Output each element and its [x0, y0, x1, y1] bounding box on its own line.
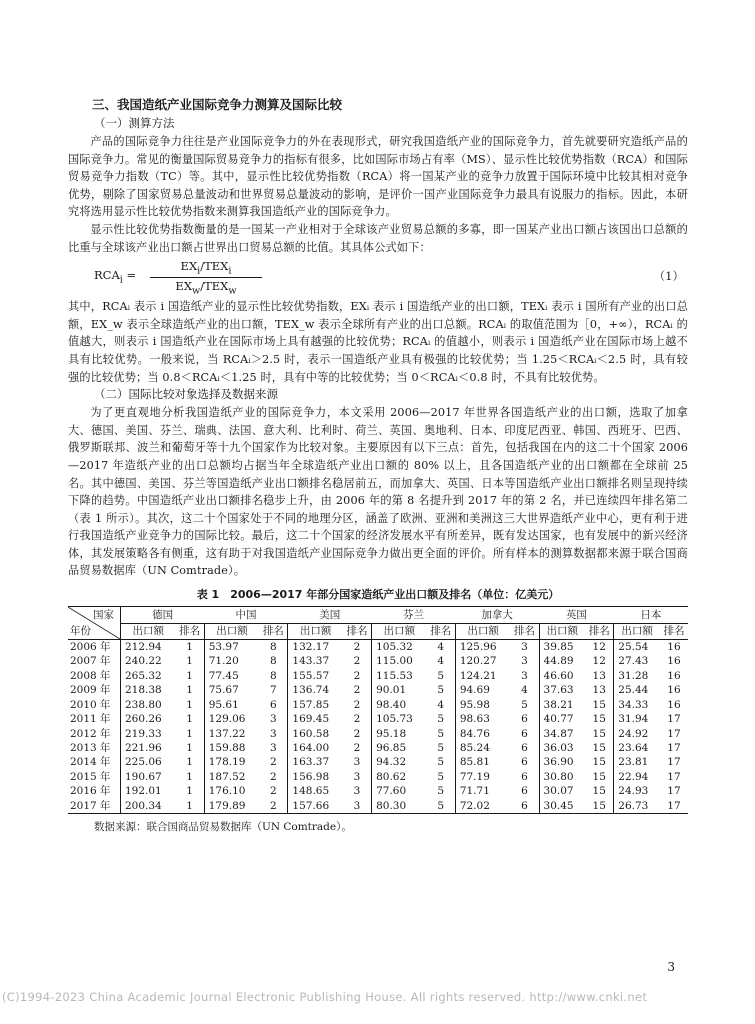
rank-cell: 15: [585, 799, 614, 814]
export-value-cell: 95.61: [208, 698, 239, 711]
export-value-cell: 23.81: [618, 756, 649, 769]
rank-cell: 1: [176, 698, 205, 712]
rank-cell: 16: [667, 655, 681, 668]
rank-cell: 8: [259, 669, 288, 683]
formula-fraction: [150, 259, 262, 297]
export-value-cell: 24.92: [618, 727, 649, 740]
rank-cell: 4: [510, 683, 539, 697]
rank-cell: 12: [585, 640, 614, 655]
export-value-cell: 31.28: [618, 669, 649, 682]
export-value-cell: 90.01: [376, 684, 407, 697]
rank-cell: 5: [427, 784, 456, 798]
rank-cell: 15: [585, 770, 614, 784]
export-table: [68, 606, 688, 814]
table-row: [68, 770, 688, 784]
table-caption: 表 1 2006—2017 年部分国家造纸产业出口额及排名（单位：亿美元）: [196, 588, 560, 602]
export-value-cell: 26.73: [614, 799, 660, 814]
equation-number: （1）: [653, 269, 684, 284]
country-header: 美国: [288, 607, 372, 624]
export-value-cell: 212.94: [125, 641, 162, 654]
rank-cell: 17: [667, 785, 681, 798]
rank-cell: 17: [667, 756, 681, 769]
rank-cell: 2: [343, 654, 372, 668]
export-value-cell: 30.07: [543, 785, 574, 798]
rank-cell: 7: [259, 683, 288, 697]
section-title: 三、我国造纸产业国际竞争力测算及国际比较: [92, 97, 343, 112]
paragraph-formula-explanation: 其中，RCAᵢ 表示 i 国造纸产业的显示性比较优势指数，EXᵢ 表示 i 国造纸产业的出口额，TEXᵢ 表示 i 国所有产业的出口总额，EX_w 表示全球造纸产业的出口额，TEX_w 表示全球所有产业的出口总额。RCAᵢ 的取值范围为［0，+∞），RCAᵢ 的值越大，则表示 i 国造纸产业在国际市场上具有越强的比较优势；RCAᵢ 的值越小，则表示 i 国造纸产业在国际市场上越不具有比较优势。一般来说，当 RCAᵢ＞2.5 时，表示一国造纸产业具有极强的比较优势；当 1.25＜RCAᵢ＜2.5 时，具有较强的比较优势；当 0.8＜RCAᵢ＜1.25 时，具有中等的比较优势；当 0＜RCAᵢ＜0.8 时，不具有比较优势。: [68, 300, 688, 384]
rank-cell: 1: [176, 799, 205, 814]
rank-cell: 17: [667, 713, 681, 726]
export-value-cell: 27.43: [618, 655, 649, 668]
export-value-cell: 71.20: [208, 655, 239, 668]
value-column-header: 出口额: [614, 623, 660, 640]
rank-cell: 5: [427, 712, 456, 726]
rank-cell: 5: [427, 799, 456, 814]
export-value-cell: 115.53: [376, 669, 413, 682]
export-value-cell: 178.19: [208, 756, 246, 769]
rank-cell: 3: [343, 770, 372, 784]
export-value-cell: 84.76: [459, 727, 490, 740]
export-value-cell: 96.85: [376, 741, 407, 754]
formula-denominator: $EX_w/TEX_w$: [175, 279, 237, 297]
table-row: [68, 755, 688, 769]
country-header: 英国: [539, 607, 614, 624]
year-cell: 2011 年: [68, 712, 121, 726]
table-row: [68, 727, 688, 741]
export-value-cell: 34.33: [618, 698, 649, 711]
export-value-cell: 25.44: [618, 684, 649, 697]
rank-cell: 3: [343, 799, 372, 814]
export-value-cell: 164.00: [292, 741, 330, 754]
year-cell: 2009 年: [68, 683, 121, 697]
export-value-cell: 218.38: [125, 684, 162, 697]
rank-cell: 2: [343, 683, 372, 697]
year-cell: 2014 年: [68, 755, 121, 769]
formula-lhs: $RCA_i$ =: [94, 268, 137, 286]
export-value-cell: 176.10: [208, 785, 246, 798]
export-value-cell: 221.96: [125, 741, 162, 754]
rank-cell: 1: [176, 784, 205, 798]
paragraph-data-source: 为了更直观地分析我国造纸产业的国际竞争力，本文采用 2006—2017 年世界各国造纸产业的出口额，选取了加拿大、德国、美国、芬兰、瑞典、法国、意大利、比利时、荷兰、英国、奥地利、日本、印度尼西亚、韩国、西班牙、巴西、俄罗斯联邦、波兰和葡萄牙等十九个国家作为比较对象。主要原因有以下三点：首先，包括我国在内的这二十个国家 2006—2017 年造纸产业的出口总额均占据当年全球造纸产业出口额的 80% 以上，且各国造纸产业的出口额都在全球前 25 名。其中德国、美国、芬兰等国造纸产业出口额排名稳居前五，而加拿大、英国、日本等国造纸产业出口额排名则呈现持续下降的趋势。中国造纸产业出口额排名稳步上升，由 2006 年的第 8 名提升到 2017 年的第 2 名，并已连续四年排名第二（表 1 所示）。其次，这二十个国家处于不同的地理分区，涵盖了欧洲、亚洲和美洲这三大世界造纸产业中心，更有利于进行我国造纸产业竞争力的国际比较。最后，这二十个国家的经济发展水平有所差异，既有发达国家，也有发展中的新兴经济体，其发展策略各有侧重，这有助于对我国造纸产业国际竞争力做出更全面的评价。所有样本的测算数据都来源于联合国商品贸易数据库（UN Comtrade）。: [68, 406, 688, 578]
export-value-cell: 72.02: [455, 799, 510, 814]
export-value-cell: 95.98: [459, 698, 490, 711]
export-value-cell: 71.71: [459, 785, 490, 798]
subsection-title-method: （一）测算方法: [94, 116, 175, 130]
export-value-cell: 148.65: [292, 785, 330, 798]
export-value-cell: 187.52: [208, 770, 246, 783]
export-value-cell: 37.63: [543, 684, 574, 697]
rank-cell: 16: [667, 669, 681, 682]
export-value-cell: 94.32: [376, 756, 407, 769]
export-value-cell: 77.60: [376, 785, 407, 798]
export-value-cell: 192.01: [125, 785, 162, 798]
export-value-cell: 129.06: [208, 713, 246, 726]
export-value-cell: 265.32: [125, 669, 162, 682]
rank-cell: 2: [343, 741, 372, 755]
rank-cell: 16: [667, 684, 681, 697]
paragraph-rca-definition: 显示性比较优势指数衡量的是一国某一产业相对于全球该产业贸易总额的多寡，即一国某产业出口额占该国出口总额的比重与全球该产业出口额占世界出口贸易总额的比值。其具体公式如下：: [68, 222, 688, 254]
rank-column-header: 排名: [259, 623, 288, 640]
export-value-cell: 125.96: [459, 641, 497, 654]
table-row: [68, 799, 688, 814]
rank-cell: 4: [427, 654, 456, 668]
subsection-title-data: （二）国际比较对象选择及数据来源: [94, 387, 278, 402]
rank-cell: 6: [510, 727, 539, 741]
rank-cell: 2: [259, 770, 288, 784]
export-value-cell: 31.94: [618, 713, 649, 726]
export-value-cell: 36.90: [543, 756, 574, 769]
rank-cell: 3: [343, 755, 372, 769]
export-value-cell: 44.89: [543, 655, 574, 668]
rank-cell: 5: [427, 755, 456, 769]
rank-cell: 15: [585, 698, 614, 712]
rank-cell: 5: [427, 770, 456, 784]
export-value-cell: 53.97: [208, 641, 239, 654]
rank-cell: 16: [667, 698, 681, 711]
rank-cell: 3: [510, 654, 539, 668]
rank-cell: 15: [585, 755, 614, 769]
rank-cell: 5: [427, 683, 456, 697]
year-cell: 2007 年: [68, 654, 121, 668]
rank-cell: 15: [585, 784, 614, 798]
export-value-cell: 156.98: [292, 770, 330, 783]
export-value-cell: 160.58: [292, 727, 330, 740]
export-value-cell: 136.74: [292, 684, 330, 697]
rank-cell: 2: [259, 755, 288, 769]
export-value-cell: 115.00: [376, 655, 413, 668]
rank-cell: 17: [660, 799, 688, 814]
rca-formula: [68, 258, 688, 296]
corner-year-label: 年份: [70, 624, 91, 637]
export-value-cell: 169.45: [292, 713, 330, 726]
value-column-header: 出口额: [372, 623, 427, 640]
rank-cell: 1: [176, 683, 205, 697]
rank-cell: 6: [259, 698, 288, 712]
export-value-cell: 238.80: [125, 698, 162, 711]
table-corner-cell: [68, 607, 121, 640]
export-value-cell: 219.33: [125, 727, 162, 740]
table-row: [68, 741, 688, 755]
value-column-header: 出口额: [539, 623, 585, 640]
table-row: [68, 640, 688, 655]
rank-cell: 3: [510, 669, 539, 683]
year-cell: 2017 年: [68, 799, 121, 814]
export-value-cell: 179.89: [204, 799, 259, 814]
rank-cell: 5: [427, 741, 456, 755]
rank-cell: 8: [259, 654, 288, 668]
rank-cell: 1: [176, 727, 205, 741]
rank-cell: 5: [427, 727, 456, 741]
export-value-cell: 137.22: [208, 727, 246, 740]
export-value-cell: 143.37: [292, 655, 330, 668]
export-value-cell: 159.88: [208, 741, 246, 754]
rank-cell: 1: [176, 770, 205, 784]
rank-cell: 6: [510, 712, 539, 726]
rank-cell: 1: [176, 640, 205, 655]
year-cell: 2012 年: [68, 727, 121, 741]
export-value-cell: 98.63: [459, 713, 490, 726]
country-header: 中国: [204, 607, 288, 624]
year-cell: 2008 年: [68, 669, 121, 683]
export-value-cell: 75.67: [208, 684, 239, 697]
export-value-cell: 34.87: [543, 727, 574, 740]
export-value-cell: 163.37: [292, 756, 330, 769]
rank-cell: 17: [667, 741, 681, 754]
export-value-cell: 120.27: [459, 655, 497, 668]
rank-cell: 3: [510, 640, 539, 655]
paragraph-intro: 产品的国际竞争力往往是产业国际竞争力的外在表现形式，研究我国造纸产业的国际竞争力，首先就要研究造纸产品的国际竞争力。常见的衡量国际贸易竞争力的指标有很多，比如国际市场占有率（MS）、显示性比较优势指数（RCA）和国际贸易竞争力指数（TC）等。其中，显示性比较优势指数（RCA）将一国某产业的竞争力放置于国际环境中比较其相对竞争优势，剔除了国家贸易总量波动和世界贸易总量波动的影响，是评价一国产业国际竞争力最具有说服力的指标。因此，本研究将选用显示性比较优势指数来测算我国造纸产业的国际竞争力。: [68, 135, 688, 219]
country-header: 德国: [121, 607, 205, 624]
formula-numerator: $EX_i/TEX_i$: [150, 259, 262, 278]
rank-cell: 2: [343, 640, 372, 655]
rank-cell: 1: [176, 654, 205, 668]
year-cell: 2015 年: [68, 770, 121, 784]
rank-cell: 12: [585, 654, 614, 668]
value-column-header: 出口额: [121, 623, 176, 640]
export-value-cell: 36.03: [543, 741, 574, 754]
table-header-countries: [68, 607, 688, 624]
export-value-cell: 98.40: [376, 698, 407, 711]
table-header-subcolumns: [68, 623, 688, 640]
table-row: [68, 784, 688, 798]
export-value-cell: 23.64: [618, 741, 649, 754]
rank-cell: 1: [176, 741, 205, 755]
rank-column-header: 排名: [427, 623, 456, 640]
rank-cell: 17: [667, 727, 681, 740]
export-value-cell: 132.17: [292, 641, 330, 654]
export-value-cell: 22.94: [618, 770, 649, 783]
rank-cell: 16: [667, 641, 681, 654]
rank-column-header: 排名: [660, 623, 688, 640]
export-value-cell: 80.62: [376, 770, 407, 783]
year-cell: 2013 年: [68, 741, 121, 755]
export-value-cell: 77.19: [459, 770, 490, 783]
export-value-cell: 240.22: [125, 655, 162, 668]
export-value-cell: 38.21: [543, 698, 574, 711]
copyright-footer: (C)1994-2023 China Academic Journal Electronic Publishing House. All rights reserved. http://www.cnki.net: [2, 990, 648, 1004]
export-value-cell: 225.06: [125, 756, 162, 769]
rank-cell: 6: [510, 784, 539, 798]
export-value-cell: 105.73: [376, 713, 413, 726]
export-value-cell: 85.24: [459, 741, 490, 754]
rank-cell: 2: [259, 784, 288, 798]
rank-cell: 2: [343, 669, 372, 683]
table-row: [68, 683, 688, 697]
paper-page: [68, 96, 688, 834]
rank-cell: 4: [427, 640, 456, 655]
export-value-cell: 260.26: [125, 713, 162, 726]
rank-cell: 6: [510, 755, 539, 769]
rank-cell: 2: [259, 799, 288, 814]
rank-cell: 3: [259, 741, 288, 755]
export-value-cell: 39.85: [543, 641, 574, 654]
export-value-cell: 95.18: [376, 727, 407, 740]
rank-cell: 13: [585, 683, 614, 697]
rank-cell: 5: [510, 698, 539, 712]
rank-cell: 4: [427, 698, 456, 712]
rank-cell: 8: [259, 640, 288, 655]
export-value-cell: 25.54: [618, 641, 649, 654]
export-value-cell: 30.80: [543, 770, 574, 783]
country-header: 芬兰: [372, 607, 456, 624]
rank-cell: 3: [343, 784, 372, 798]
year-cell: 2016 年: [68, 784, 121, 798]
rank-cell: 6: [510, 741, 539, 755]
rank-cell: 6: [510, 770, 539, 784]
rank-cell: 1: [176, 712, 205, 726]
export-value-cell: 155.57: [292, 669, 330, 682]
value-column-header: 出口额: [204, 623, 259, 640]
table-body: [68, 640, 688, 814]
rank-cell: 3: [259, 712, 288, 726]
year-cell: 2010 年: [68, 698, 121, 712]
rank-cell: 5: [427, 669, 456, 683]
country-header: 加拿大: [455, 607, 539, 624]
corner-country-label: 国家: [93, 609, 114, 622]
export-value-cell: 85.81: [459, 756, 490, 769]
rank-column-header: 排名: [510, 623, 539, 640]
table-source-note: 数据来源：联合国商品贸易数据库（UN Comtrade）。: [94, 820, 352, 833]
export-value-cell: 80.30: [372, 799, 427, 814]
rank-cell: 2: [343, 727, 372, 741]
export-value-cell: 40.77: [543, 713, 574, 726]
table-row: [68, 698, 688, 712]
rank-cell: 6: [510, 799, 539, 814]
year-cell: 2006 年: [68, 640, 121, 655]
rank-cell: 2: [343, 712, 372, 726]
rank-cell: 1: [176, 755, 205, 769]
export-value-cell: 190.67: [125, 770, 162, 783]
rank-cell: 13: [585, 669, 614, 683]
table-row: [68, 654, 688, 668]
export-value-cell: 157.66: [288, 799, 343, 814]
export-value-cell: 105.32: [376, 641, 413, 654]
rank-cell: 1: [176, 669, 205, 683]
export-value-cell: 157.85: [292, 698, 330, 711]
value-column-header: 出口额: [288, 623, 343, 640]
rank-cell: 15: [585, 741, 614, 755]
export-value-cell: 30.45: [539, 799, 585, 814]
export-value-cell: 94.69: [459, 684, 490, 697]
value-column-header: 出口额: [455, 623, 510, 640]
export-value-cell: 24.93: [618, 785, 649, 798]
rank-cell: 17: [667, 770, 681, 783]
page-number: 3: [667, 960, 675, 974]
rank-cell: 15: [585, 727, 614, 741]
rank-column-header: 排名: [343, 623, 372, 640]
table-row: [68, 712, 688, 726]
export-value-cell: 46.60: [543, 669, 574, 682]
rank-column-header: 排名: [585, 623, 614, 640]
country-header: 日本: [614, 607, 688, 624]
rank-cell: 3: [259, 727, 288, 741]
export-value-cell: 124.21: [459, 669, 497, 682]
export-value-cell: 200.34: [121, 799, 176, 814]
rank-cell: 15: [585, 712, 614, 726]
rank-column-header: 排名: [176, 623, 205, 640]
export-value-cell: 77.45: [208, 669, 239, 682]
table-row: [68, 669, 688, 683]
rank-cell: 2: [343, 698, 372, 712]
